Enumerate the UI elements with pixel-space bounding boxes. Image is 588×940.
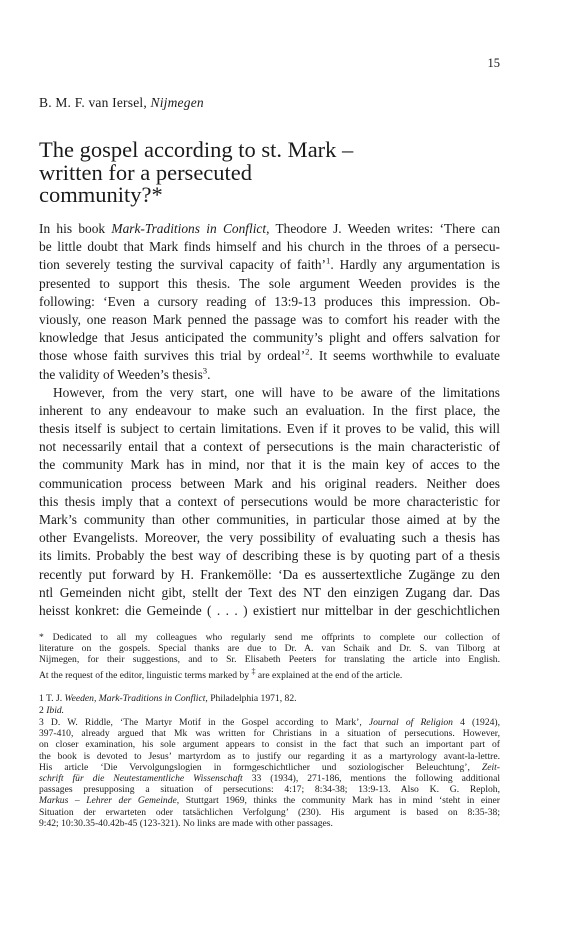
author-affiliation: Nijmegen [150, 95, 204, 110]
note-line: schrift für die Neutestamentliche Wissenschaft 33 (1934), 271-186, mentions the following additional [39, 772, 500, 784]
body-line: recently put forward by H. Frankemölle: ‘Da es aussertextliche Zugänge zu den [39, 566, 500, 582]
note-line: on closer examination, his sole argument appears to consist in the fact that such an important part of [39, 739, 500, 751]
body-line: heisst konkret: die Gemeinde ( . . . ) existiert nur mittelbar in der geschichtlichen [39, 602, 500, 618]
body-line: Mark’s community than other communities, in particular those aimed at by the [39, 512, 500, 527]
body-line: However, from the very start, one will have to be aware of the limitations [53, 384, 500, 400]
body-line: this thesis imply that a context of persecutions would be more characteristic for [39, 493, 500, 509]
body-line: the validity of Weeden’s thesis$^3$. [39, 365, 211, 382]
note-line: His article ‘Die Vervolgungslogien in formgeschichtlicher und soziologischer Beleuchtung’, Zeit- [39, 761, 500, 773]
linguistic-term-mark: ‡ [251, 666, 256, 676]
note-line: literature on the gospels. Special thanks are due to Dr. A. van Schaik and Dr. S. van Tilborg at [39, 643, 500, 655]
body-line: inherent to any endeavour to make such an evaluation. In the first place, the [39, 402, 500, 418]
paragraph-2 [39, 384, 500, 620]
body-line: following: ‘Even a cursory reading of 13:9-13 produces this impression. Ob- [39, 293, 500, 309]
footnote-ref-1: 1 [325, 255, 331, 266]
body-line: other Evangelists. Moreover, the very possibility of evaluating such a thesis has [39, 530, 500, 546]
body-line: be little doubt that Mark finds himself and his church in the throes of a persecu- [39, 239, 500, 255]
note-line: the book is devoted to Jesus’ martyrdom as to justify our regarding it as a martyrology avant-la-lettre. [39, 750, 500, 762]
note-line: Nijmegen, for their suggestions, and to Sr. Elisabeth Peeters for translating the article into English. [39, 654, 500, 666]
note-line: passages presupposing a situation of persecutions: 4:17; 8:34-38; 13:9-13. Also K. G. Reploh, [39, 784, 500, 796]
footnote-2 [39, 705, 500, 716]
note-line: Markus – Lehrer der Gemeinde, Stuttgart 1969, thinks the community Mark has in mind ‘steht in einer [39, 795, 501, 807]
body-line: knowledge that Jesus anticipated the community’s plight and offers salvation for [39, 330, 500, 346]
footnote-ref-3: 3 [202, 365, 208, 376]
body-line: viously, one reason Mark penned the passage was to comfort his reader with the [39, 311, 500, 327]
dedication-note [39, 632, 500, 681]
title-line-3: community?* [39, 182, 163, 207]
paragraph-1 [39, 220, 500, 384]
body-line: In his book Mark-Traditions in Conflict, Theodore J. Weeden writes: ‘There can [39, 221, 501, 236]
book-title: Mark-Traditions in Conflict [111, 221, 267, 236]
note-line: Situation der erwarteten oder tatsächlichen Verfolgung’ (230). His argument is based on 8:35-38; [39, 806, 500, 818]
body-line: ntl Gemeinden nicht gibt, stellt der Text des NT den einzigen Zugang dar. Das [39, 584, 500, 600]
footnote-ref-2: 2 [305, 346, 310, 357]
body-line: presented to support this thesis. The sole argument Weeden provides is the [39, 275, 500, 291]
body-line: tion severely testing the survival capacity of faith’$^1$. Hardly any argumentation is [39, 255, 500, 273]
body-line: those whose faith survives this trial by ordeal’$^2$. It seems worthwhile to evaluate [39, 346, 500, 364]
note-line: 1 T. J. Weeden, Mark-Traditions in Conflict, Philadelphia 1971, 82. [39, 693, 297, 704]
author-name: B. M. F. van Iersel, [39, 95, 147, 110]
author-line [39, 95, 204, 111]
body-line: thesis itself is subject to certain limitations. Even if it proves to be valid, this will [39, 421, 500, 437]
title-line-1: The gospel according to st. Mark – [39, 137, 354, 162]
body-text [39, 220, 500, 620]
note-line: 397-410, already argued that Mk was written for Christians in a situation of persecutions. However, [39, 728, 500, 740]
note-line: 9:42; 10:30.35-40.42b-45 (123-321). No links are made with other passages. [39, 817, 333, 829]
page-number: 15 [487, 56, 500, 70]
footnote-3 [39, 717, 500, 829]
note-line: * Dedicated to all my colleagues who regularly send me offprints to complete our collection of [39, 632, 500, 643]
body-line: the community Mark has in mind, nor that it is the main key of acces to the [39, 457, 500, 473]
note-line: 3 D. W. Riddle, ‘The Martyr Motif in the Gospel according to Mark’, Journal of Religion 4 (1924), [39, 717, 501, 728]
body-line: its limits. Probably the best way of describing these is by quoting part of a thesis [39, 548, 500, 564]
title-line-2: written for a persecuted [39, 159, 253, 185]
note-line: 2 Ibid. [39, 705, 65, 716]
body-line: communication process between Mark and his original readers. Neither does [39, 475, 500, 491]
footnote-1 [39, 693, 500, 704]
body-line: not necessarily entail that a context of persecutions is the main characteristic of [39, 439, 500, 455]
note-line: At the request of the editor, linguistic terms marked by ‡ are explained at the end of the article. [39, 666, 403, 681]
article-title [39, 139, 353, 207]
